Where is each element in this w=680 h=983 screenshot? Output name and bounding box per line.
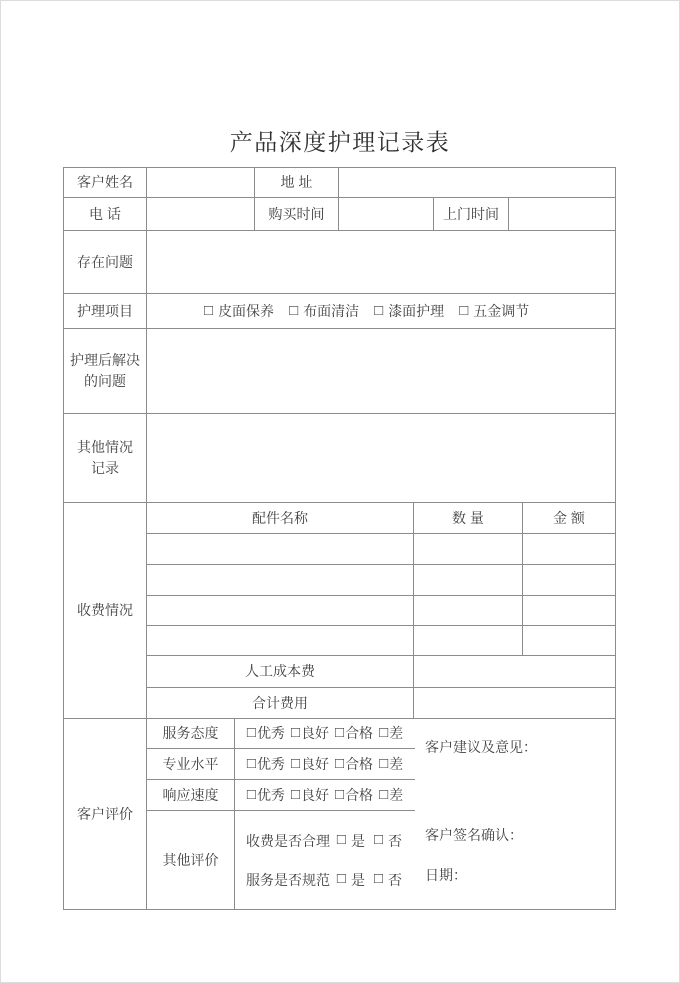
checkbox-label: 优秀 [256,755,285,772]
row-solved [64,329,615,414]
care-options-cell [147,294,615,328]
checkbox-icon: □ [204,301,214,319]
checkbox-label: 差 [389,725,404,741]
section-evaluation [64,719,615,909]
row-care-items [64,294,615,329]
other-evaluation-row [147,811,415,909]
purchase-time-input[interactable] [339,198,434,230]
amount-input[interactable] [523,534,615,564]
customer-suggestion-label: 客户建议及意见： [425,739,537,755]
rating-label: 服务态度 [147,719,235,748]
section-charges [64,503,615,719]
quantity-input[interactable] [414,534,523,564]
checkbox-label: 否 [388,871,402,888]
checkbox-no[interactable] [374,870,402,890]
checkbox-label: 布面清洁 [303,302,360,319]
amount-input[interactable] [523,596,615,625]
address-input[interactable] [339,168,615,197]
checkbox-icon: □ [374,301,384,319]
checkbox-icon: □ [290,724,300,741]
checkbox-yes[interactable] [337,831,365,851]
col-header-part-name: 配件名称 [147,503,414,533]
checkbox-icon: □ [336,870,346,887]
charges-grid [147,503,615,718]
service-standard-line [235,870,415,890]
checkbox-label: 漆面护理 [388,302,445,319]
purchase-time-label: 购买时间 [255,198,339,230]
problems-label: 存在问题 [64,231,147,293]
total-cost-label: 合计费用 [147,688,414,718]
checkbox-pass[interactable] [335,785,373,806]
amount-input[interactable] [523,626,615,655]
checkbox-label: 合格 [345,755,374,772]
amount-input[interactable] [523,565,615,595]
checkbox-yes[interactable] [337,870,365,890]
evaluation-grid [147,719,415,909]
rating-row-service [147,719,415,749]
col-header-quantity: 数 量 [414,503,523,533]
quantity-input[interactable] [414,626,523,655]
checkbox-good[interactable] [291,723,329,744]
checkbox-excellent[interactable] [247,785,285,806]
col-header-amount: 金 额 [553,509,585,526]
rating-options [235,780,415,810]
checkbox-leather-care[interactable] [204,301,274,322]
quantity-input[interactable] [414,565,523,595]
checkbox-label: 合格 [345,725,374,741]
checkbox-icon: □ [246,724,256,741]
customer-name-label: 客户姓名 [64,168,147,197]
checkbox-icon: □ [336,831,346,848]
notes-input[interactable] [147,414,615,502]
checkbox-good[interactable] [291,754,329,775]
total-cost-row [147,688,615,718]
part-name-input[interactable] [147,565,414,595]
checkbox-icon: □ [335,754,345,772]
checkbox-excellent[interactable] [247,754,285,775]
page-title: 产品深度护理记录表 [229,129,451,155]
checkbox-fabric-clean[interactable] [289,301,359,322]
row-phone [64,198,615,231]
checkbox-good[interactable] [291,785,329,806]
row-customer [64,168,615,198]
part-name-input[interactable] [147,596,414,625]
solved-label [64,329,147,413]
checkbox-icon: □ [246,785,256,803]
remarks-cell[interactable] [415,719,615,909]
charges-empty-row [147,626,615,656]
checkbox-label: 良好 [301,755,329,772]
total-cost-input[interactable] [414,688,615,718]
checkbox-label: 差 [389,755,404,772]
address-label: 地 址 [255,168,339,197]
fee-reasonable-label: 收费是否合理 [246,832,330,849]
checkbox-icon: □ [373,870,383,887]
date-label: 日期： [425,867,467,883]
labor-cost-label: 人工成本费 [147,656,414,687]
notes-label-line2: 记录 [91,460,119,476]
checkbox-icon: □ [246,754,256,772]
solved-input[interactable] [147,329,615,413]
phone-label: 电 话 [64,198,147,230]
charges-label: 收费情况 [64,503,147,718]
checkbox-icon: □ [379,785,389,803]
solved-label-line2: 的问题 [84,373,126,389]
checkbox-poor[interactable] [379,754,403,775]
checkbox-pass[interactable] [335,723,373,744]
care-items-label: 护理项目 [64,294,147,328]
checkbox-icon: □ [289,301,299,319]
checkbox-label: 合格 [345,786,374,803]
notes-label-line1: 其他情况 [77,439,133,455]
other-evaluation-content [235,811,415,909]
checkbox-label: 良好 [301,725,329,741]
customer-name-input[interactable] [147,168,255,197]
rating-options [235,719,415,748]
rating-options [235,749,415,779]
checkbox-poor[interactable] [379,723,403,744]
checkbox-poor[interactable] [379,785,403,806]
charges-empty-row [147,534,615,565]
checkbox-label: 差 [389,786,404,803]
evaluation-label: 客户评价 [64,719,147,909]
service-standard-label: 服务是否规范 [246,871,330,888]
row-notes [64,414,615,503]
checkbox-icon: □ [373,831,383,848]
care-record-form [63,167,616,910]
rating-label: 专业水平 [147,749,235,779]
checkbox-icon: □ [379,724,389,741]
part-name-input[interactable] [147,626,414,655]
solved-label-line1: 护理后解决 [70,352,140,368]
checkbox-icon: □ [290,754,300,772]
checkbox-label: 优秀 [256,786,285,803]
charges-empty-row [147,596,615,626]
rating-row-response [147,780,415,811]
checkbox-label: 良好 [301,786,329,803]
checkbox-hardware-adjust[interactable] [459,301,529,322]
checkbox-label: 优秀 [256,725,285,741]
customer-signature-label: 客户签名确认： [425,827,523,843]
visit-time-input[interactable] [509,198,615,230]
labor-cost-row [147,656,615,688]
checkbox-label: 否 [388,832,402,849]
checkbox-label: 五金调节 [473,302,530,319]
row-problems [64,231,615,294]
checkbox-no[interactable] [374,831,402,851]
checkbox-excellent[interactable] [247,723,285,744]
checkbox-icon: □ [290,785,300,803]
notes-label [64,414,147,502]
quantity-input[interactable] [414,596,523,625]
charges-empty-row [147,565,615,596]
checkbox-icon: □ [379,754,389,772]
problems-input[interactable] [147,231,615,293]
rating-row-professional [147,749,415,780]
phone-input[interactable] [147,198,255,230]
checkbox-icon: □ [459,301,469,319]
rating-label: 响应速度 [147,780,235,810]
other-evaluation-label: 其他评价 [147,811,235,909]
visit-time-label: 上门时间 [434,198,509,230]
fee-reasonable-line [235,831,415,851]
checkbox-label: 是 [350,871,365,888]
checkbox-paint-care[interactable] [374,301,444,322]
checkbox-label: 是 [350,832,365,849]
checkbox-icon: □ [335,724,345,741]
checkbox-pass[interactable] [335,754,373,775]
charges-header-row [147,503,615,534]
checkbox-icon: □ [335,785,345,803]
labor-cost-input[interactable] [414,656,615,687]
part-name-input[interactable] [147,534,414,564]
checkbox-label: 皮面保养 [218,302,275,319]
